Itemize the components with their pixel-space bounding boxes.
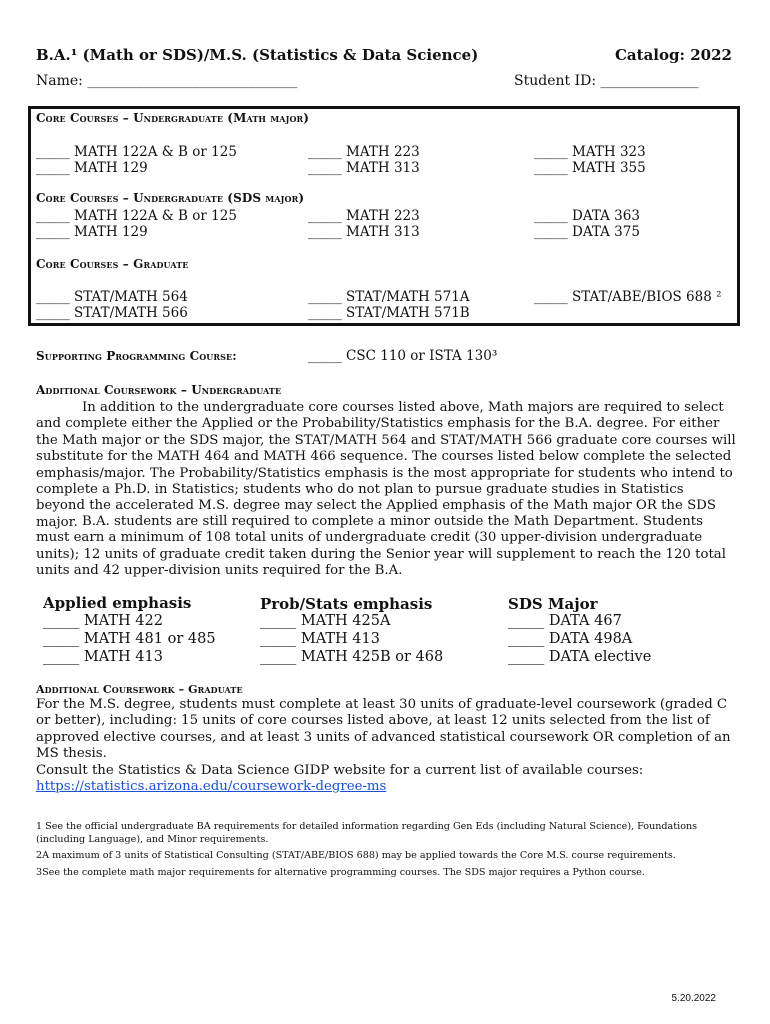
sds-core-item: _____ MATH 223 <box>308 208 420 224</box>
additional-grad-heading: Additional Coursework – Graduate <box>36 683 243 696</box>
sds-core-item: _____ DATA 363 <box>534 208 640 224</box>
math-core-item: _____ MATH 223 <box>308 144 420 160</box>
additional-ug-paragraph-1: In addition to the undergraduate core courses listed above, Math majors are required to select and complete either the Applied or the Probability/Statistics emphasis for the B.A. degree. For either the Math major or the SDS major, the STAT/MATH 564 and STAT/MATH 566 graduate core courses will substitute for the MATH 464 and MATH 466 sequence. The courses listed below complete the selected emphasis/major. The Probability/Statistics emphasis is the most appropriate for students who intend to complete a Ph.D. in Statistics; students who do not plan to pursue graduate studies in Statistics beyond the accelerated M.S. degree may select the Applied emphasis of the Math major OR the SDS major. <box>36 400 736 530</box>
coursework-link[interactable]: https://statistics.arizona.edu/coursework-degree-ms <box>36 779 387 794</box>
page-title: B.A.¹ (Math or SDS)/M.S. (Statistics & Data Science) <box>36 46 479 64</box>
grad-core-item: _____ STAT/MATH 566 <box>36 305 188 321</box>
footnote-1: 1 See the official undergraduate BA requirements for detailed information regarding Gen Eds (including Natural Science), Foundations (including Language), and Minor requirements. <box>36 821 698 845</box>
math-core-item: _____ MATH 313 <box>308 160 420 176</box>
emphasis-heading: Applied emphasis <box>43 594 192 612</box>
emphasis-item: _____ DATA elective <box>508 649 652 665</box>
emphasis-item: _____ MATH 425A <box>260 613 391 629</box>
emphasis-item: _____ MATH 413 <box>43 649 163 665</box>
emphasis-heading: SDS Major <box>508 595 598 613</box>
name-field[interactable]: Name: ______________________________ <box>36 73 298 89</box>
supporting-item: _____ CSC 110 or ISTA 130³ <box>308 348 498 364</box>
footnote-2: 2A maximum of 3 units of Statistical Consulting (STAT/ABE/BIOS 688) may be applied towards the Core M.S. course requirements. <box>36 850 676 861</box>
emphasis-item: _____ MATH 481 or 485 <box>43 631 216 647</box>
emphasis-item: _____ MATH 425B or 468 <box>260 649 444 665</box>
sds-core-item: _____ MATH 129 <box>36 224 148 240</box>
emphasis-item: _____ DATA 498A <box>508 631 633 647</box>
math-core-item: _____ MATH 122A & B or 125 <box>36 144 237 160</box>
sds-core-item: _____ MATH 122A & B or 125 <box>36 208 237 224</box>
student-id-field[interactable]: Student ID: ______________ <box>514 73 699 89</box>
additional-grad-text: For the M.S. degree, students must complete at least 30 units of graduate-level coursework (graded C or better), including: 15 units of core courses listed above, at least 12 units selected from the list of approved elective courses, and at least 3 units of advanced statistical coursework OR completion of an MS thesis. <box>36 697 731 762</box>
math-core-item: _____ MATH 129 <box>36 160 148 176</box>
catalog-year: Catalog: 2022 <box>614 46 732 64</box>
math-core-item: _____ MATH 355 <box>534 160 646 176</box>
consult-text: Consult the Statistics & Data Science GIDP website for a current list of available courses: <box>36 763 644 778</box>
grad-core-item: _____ STAT/MATH 571B <box>308 305 470 321</box>
revision-date: 5.20.2022 <box>671 993 716 1004</box>
grad-core-item: _____ STAT/MATH 564 <box>36 289 188 305</box>
supporting-heading: Supporting Programming Course: <box>36 349 237 363</box>
sds-core-heading: Core Courses – Undergraduate (SDS major) <box>36 191 305 205</box>
emphasis-item: _____ MATH 413 <box>260 631 380 647</box>
footnote-3: 3See the complete math major requirements for alternative programming courses. The SDS major requires a Python course. <box>36 867 645 878</box>
sds-core-item: _____ MATH 313 <box>308 224 420 240</box>
grad-core-item: _____ STAT/MATH 571A <box>308 289 470 305</box>
sds-core-item: _____ DATA 375 <box>534 224 640 240</box>
additional-ug-heading: Additional Coursework – Undergraduate <box>36 383 282 397</box>
emphasis-item: _____ DATA 467 <box>508 613 622 629</box>
emphasis-item: _____ MATH 422 <box>43 613 163 629</box>
math-core-heading: Core Courses – Undergraduate (Math major) <box>36 111 310 125</box>
grad-core-item: _____ STAT/ABE/BIOS 688 ² <box>534 289 722 305</box>
additional-ug-paragraph-2: B.A. students are still required to complete a minor outside the Math Department. Students must earn a minimum of 108 total units of undergraduate credit (30 upper-division undergraduate units); 12 units of graduate credit taken during the Senior year will supplement to reach the 120 total units and 42 upper-division units required for the B.A. <box>36 514 726 579</box>
math-core-item: _____ MATH 323 <box>534 144 646 160</box>
emphasis-heading: Prob/Stats emphasis <box>260 595 433 613</box>
grad-core-heading: Core Courses – Graduate <box>36 257 189 271</box>
